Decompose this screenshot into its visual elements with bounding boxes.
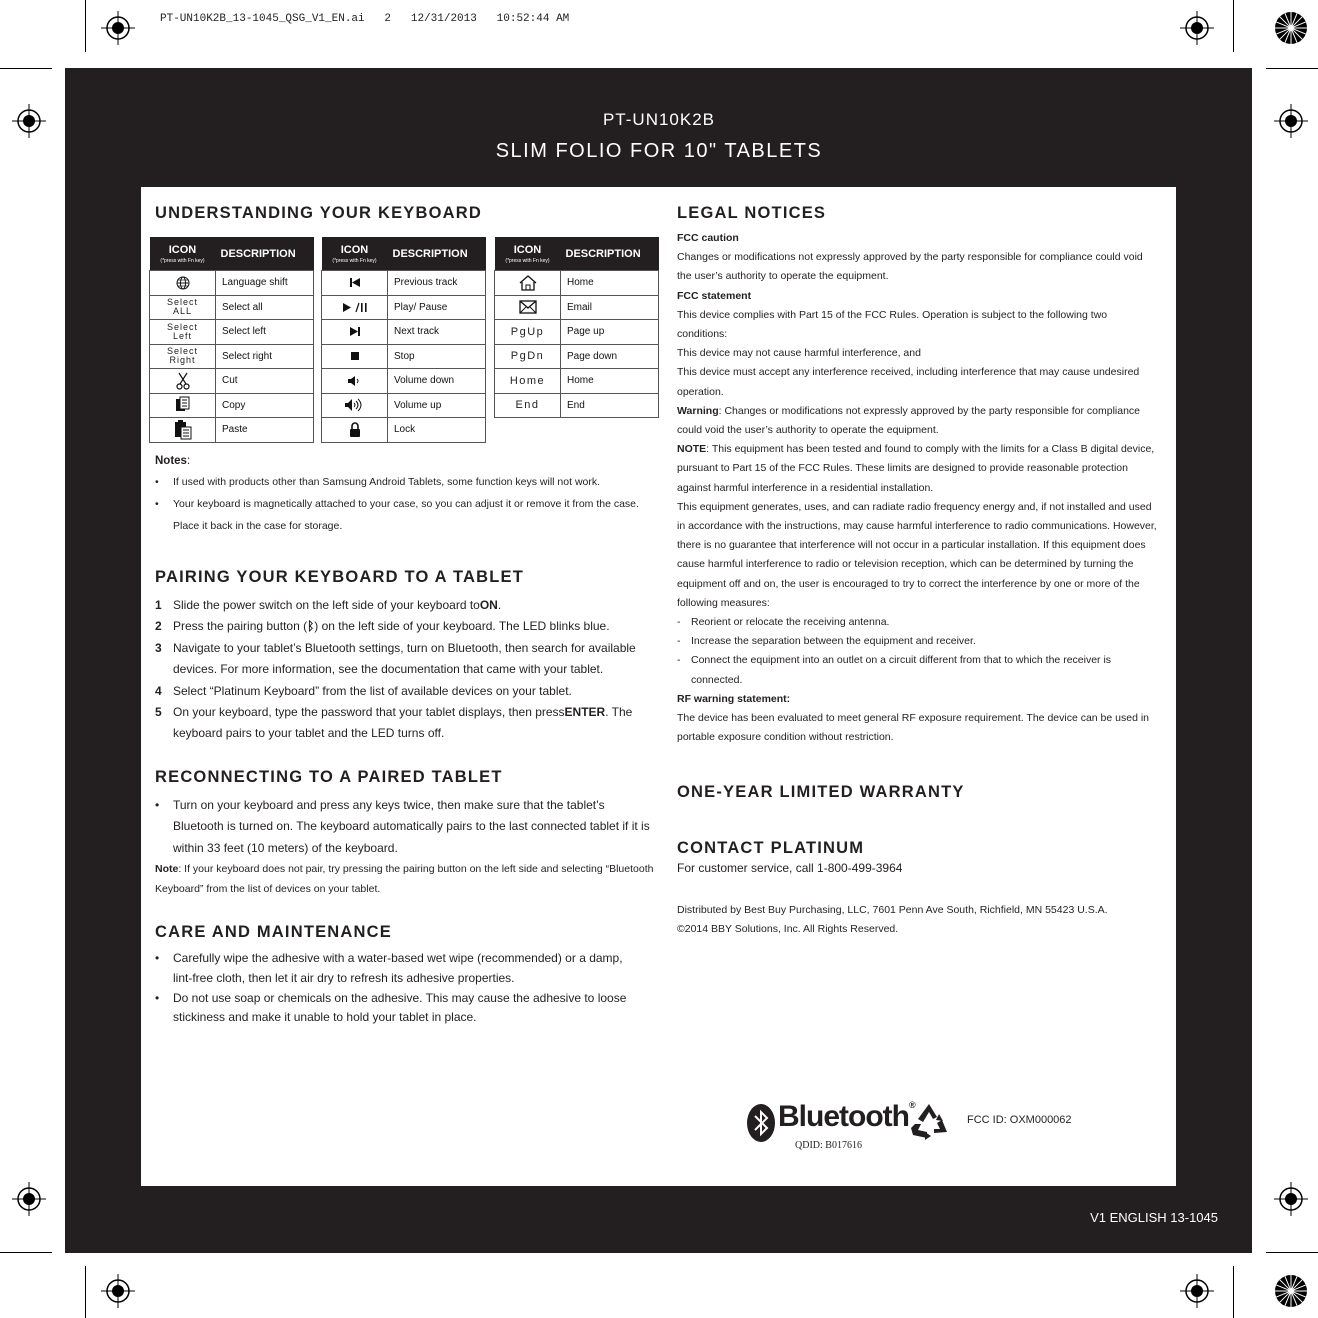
registration-mark-icon (1180, 11, 1214, 45)
legal-heading: LEGAL NOTICES (677, 204, 827, 222)
key-description: Volume down (388, 369, 486, 394)
contact-heading: CONTACT PLATINUM (677, 839, 865, 857)
table-row (150, 271, 314, 296)
care-block (155, 949, 645, 1028)
registration-mark-icon (12, 1182, 46, 1216)
interference-text: This equipment generates, uses, and can radiate radio frequency energy and, if not installed and used in accordance with the instructions, may cause harmful interference to radio communications. However, there is no guarantee that interference will not occur in a particular installation. If this equipment does cause harmful interference to radio or television reception, which can be determined by turning the equipment off and on, the user is encouraged to try to correct the interference by one or more of the following measures: (677, 500, 1157, 609)
col-desc-header: DESCRIPTION (561, 237, 659, 271)
color-wheel-icon (1274, 1274, 1308, 1308)
recycle-icon (909, 1102, 949, 1147)
table-row (322, 271, 486, 296)
reconnect-heading: RECONNECTING TO A PAIRED TABLET (155, 768, 503, 786)
key-description: Stop (388, 344, 486, 369)
table-row (150, 320, 314, 345)
key-description: Copy (216, 393, 314, 418)
pairing-heading: PAIRING YOUR KEYBOARD TO A TABLET (155, 568, 525, 586)
list-item: 1 Slide the power switch on the left side of your keyboard toON. (155, 598, 502, 612)
col-icon-header: ICON (*press with Fn key) (150, 237, 216, 271)
crop-mark (1266, 68, 1318, 69)
list-item: • If used with products other than Samsung Android Tablets, some function keys will not work. (155, 476, 601, 489)
table-row (322, 344, 486, 369)
key-description: Previous track (388, 271, 486, 296)
key-description: Select right (216, 344, 314, 369)
table-row (322, 393, 486, 418)
page-down-key-icon: PgDn (495, 344, 561, 369)
rf-text: The device has been evaluated to meet general RF exposure requirement. The device can be used in portable exposure condition without restriction. (677, 712, 1150, 744)
fcc-caution-heading: FCC caution (677, 232, 739, 244)
qdid-label: QDID: B017616 (795, 1140, 862, 1151)
table-row (150, 418, 314, 443)
home-icon (495, 271, 561, 296)
col-icon-header: ICON (*press with Fn key) (322, 237, 388, 271)
col-desc-header: DESCRIPTION (216, 237, 314, 271)
list-item: 2 Press the pairing button (ᛒ) on the left side of your keyboard. The LED blinks blue. (155, 619, 610, 634)
list-item: • Carefully wipe the adhesive with a water-based wet wipe (recommended) or a damp, lint-free cloth, then let it air dry to refresh its adhesive properties. (155, 951, 623, 985)
play-pause-icon (322, 295, 388, 320)
table-row (150, 393, 314, 418)
key-description: Play/ Pause (388, 295, 486, 320)
legal-block (677, 229, 1157, 747)
condition-2: This device must accept any interference received, including interference that may cause undesired operation. (677, 366, 1140, 398)
select-all-key-icon: Select ALL (150, 295, 216, 320)
keyboard-heading: UNDERSTANDING YOUR KEYBOARD (155, 204, 482, 222)
page-title: SLIM FOLIO FOR 10" TABLETS (495, 140, 823, 162)
key-description: Home (561, 369, 659, 394)
rf-heading: RF warning statement: (677, 692, 791, 705)
distribution-block (677, 901, 1157, 940)
bluetooth-wordmark: Bluetooth® (778, 1100, 915, 1133)
end-key-icon: End (495, 393, 561, 418)
notes-block: Notes: • If used with products other than Samsung Android Tablets, some function keys will not work. • Your keyboard is magnetically attached to your case, so you can adjust it or remove it from the case. Place it back in the case for storage. (155, 452, 650, 537)
pairing-steps (155, 595, 645, 745)
col-desc-header: DESCRIPTION (388, 237, 486, 271)
list-item: • Your keyboard is magnetically attached to your case, so you can adjust it or remove it from the case. Place it back in the case for storage. (155, 498, 639, 533)
key-description: Volume up (388, 393, 486, 418)
list-item: 3 Navigate to your tablet’s Bluetooth settings, turn on Bluetooth, then search for available devices. For more information, see the documentation that came with your tablet. (155, 640, 636, 677)
key-description: Page down (561, 344, 659, 369)
bluetooth-icon: ᛒ (307, 619, 315, 634)
list-item: - Increase the separation between the equipment and receiver. (677, 635, 976, 648)
lock-icon (322, 418, 388, 443)
table-row (495, 295, 659, 320)
model-number: PT-UN10K2B (602, 110, 716, 129)
key-description: Next track (388, 320, 486, 345)
volume-down-icon (322, 369, 388, 394)
distributed-by: Distributed by Best Buy Purchasing, LLC, 7601 Penn Ave South, Richfield, MN 55423 U.S.A. (677, 904, 1108, 916)
page-up-key-icon: PgUp (495, 320, 561, 345)
copyright: ©2014 BBY Solutions, Inc. All Rights Reserved. (677, 923, 899, 936)
key-description: Cut (216, 369, 314, 394)
crop-mark (85, 1266, 86, 1318)
crop-mark (0, 1252, 52, 1253)
crop-mark (0, 68, 52, 69)
key-description: Select left (216, 320, 314, 345)
select-right-key-icon: Select Right (150, 344, 216, 369)
bluetooth-logo-icon (747, 1104, 775, 1142)
table-row (322, 369, 486, 394)
warranty-heading: ONE-YEAR LIMITED WARRANTY (677, 783, 965, 801)
key-table-3 (494, 237, 659, 418)
table-row (495, 344, 659, 369)
list-item: - Connect the equipment into an outlet on a circuit different from that to which the receiver is connected. (677, 654, 1112, 686)
scissors-icon (150, 369, 216, 394)
key-description: End (561, 393, 659, 418)
col-icon-header: ICON (*press with Fn key) (495, 237, 561, 271)
warning-text: Warning: Changes or modifications not expressly approved by the party responsible for compliance could void the user’s authority to operate the equipment. (677, 404, 1140, 437)
table-row (322, 295, 486, 320)
previous-track-icon (322, 271, 388, 296)
registration-mark-icon (1274, 1182, 1308, 1216)
key-table-1 (149, 237, 314, 443)
table-row (150, 295, 314, 320)
fcc-statement-heading: FCC statement (677, 289, 752, 302)
next-track-icon (322, 320, 388, 345)
key-description: Home (561, 271, 659, 296)
registration-mark-icon (101, 1274, 135, 1308)
list-item: • Do not use soap or chemicals on the adhesive. This may cause the adhesive to loose stickiness and make it unable to hold your tablet in place. (155, 990, 627, 1025)
key-description: Page up (561, 320, 659, 345)
fcc-id: FCC ID: OXM000062 (967, 1114, 1072, 1126)
crop-mark (1233, 1266, 1234, 1318)
list-item: 5 On your keyboard, type the password that your tablet displays, then pressENTER. The keyboard pairs to your tablet and the LED turns off. (155, 705, 633, 741)
copy-icon (150, 393, 216, 418)
version-label: V1 ENGLISH 13-1045 (1090, 1210, 1218, 1225)
select-left-key-icon: Select Left (150, 320, 216, 345)
key-description: Select all (216, 295, 314, 320)
key-description: Lock (388, 418, 486, 443)
crop-mark (1233, 0, 1234, 52)
note-text: NOTE: This equipment has been tested and found to comply with the limits for a Class B digital device, pursuant to Part 15 of the FCC Rules. These limits are designed to provide reasonable protection against harmful interference in a residential installation. (677, 443, 1155, 494)
file-slug: PT-UN10K2B_13-1045_QSG_V1_EN.ai 2 12/31/2013 10:52:44 AM (160, 13, 570, 25)
table-row (495, 369, 659, 394)
globe-icon (150, 271, 216, 296)
condition-1: This device may not cause harmful interference, and (677, 347, 921, 360)
key-description: Paste (216, 418, 314, 443)
table-row (495, 393, 659, 418)
color-wheel-icon (1274, 11, 1308, 45)
notes-label: Notes (155, 455, 187, 467)
fcc-statement-text: This device complies with Part 15 of the FCC Rules. Operation is subject to the following two conditions: (677, 308, 1108, 341)
key-description: Language shift (216, 271, 314, 296)
key-description: Email (561, 295, 659, 320)
key-table-2 (321, 237, 486, 443)
list-item: • Turn on your keyboard and press any keys twice, then make sure that the tablet’s Bluetooth is turned on. The keyboard automatically pairs to the last connected tablet if it is within 33 feet (10 meters) of the keyboard. (155, 798, 650, 855)
volume-up-icon (322, 393, 388, 418)
table-row (322, 320, 486, 345)
table-row (150, 369, 314, 394)
fcc-caution-text: Changes or modifications not expressly approved by the party responsible for compliance could void the user’s authority to operate the equipment. (677, 251, 1143, 283)
table-row (495, 320, 659, 345)
email-icon (495, 295, 561, 320)
table-row (495, 271, 659, 296)
home-key-icon: Home (495, 369, 561, 394)
table-row (150, 344, 314, 369)
crop-mark (85, 0, 86, 52)
customer-service: For customer service, call 1-800-499-3964 (677, 861, 903, 875)
stop-icon (322, 344, 388, 369)
list-item: - Reorient or relocate the receiving antenna. (677, 616, 890, 629)
list-item: 4 Select “Platinum Keyboard” from the list of available devices on your tablet. (155, 683, 572, 698)
registration-mark-icon (1180, 1274, 1214, 1308)
registration-mark-icon (101, 11, 135, 45)
table-row (322, 418, 486, 443)
care-heading: CARE AND MAINTENANCE (155, 923, 392, 941)
crop-mark (1266, 1252, 1318, 1253)
reconnect-block: • Turn on your keyboard and press any keys twice, then make sure that the tablet’s Bluetooth is turned on. The keyboard automatically pairs to the last connected tablet if it is within 33 feet (10 meters) of the keyboard. Note: If your keyboard does not pair, try pressing the pairing button on the left side and selecting “Bluetooth Keyboard” from the list of devices on your tablet. (155, 795, 655, 899)
paste-icon (150, 418, 216, 443)
